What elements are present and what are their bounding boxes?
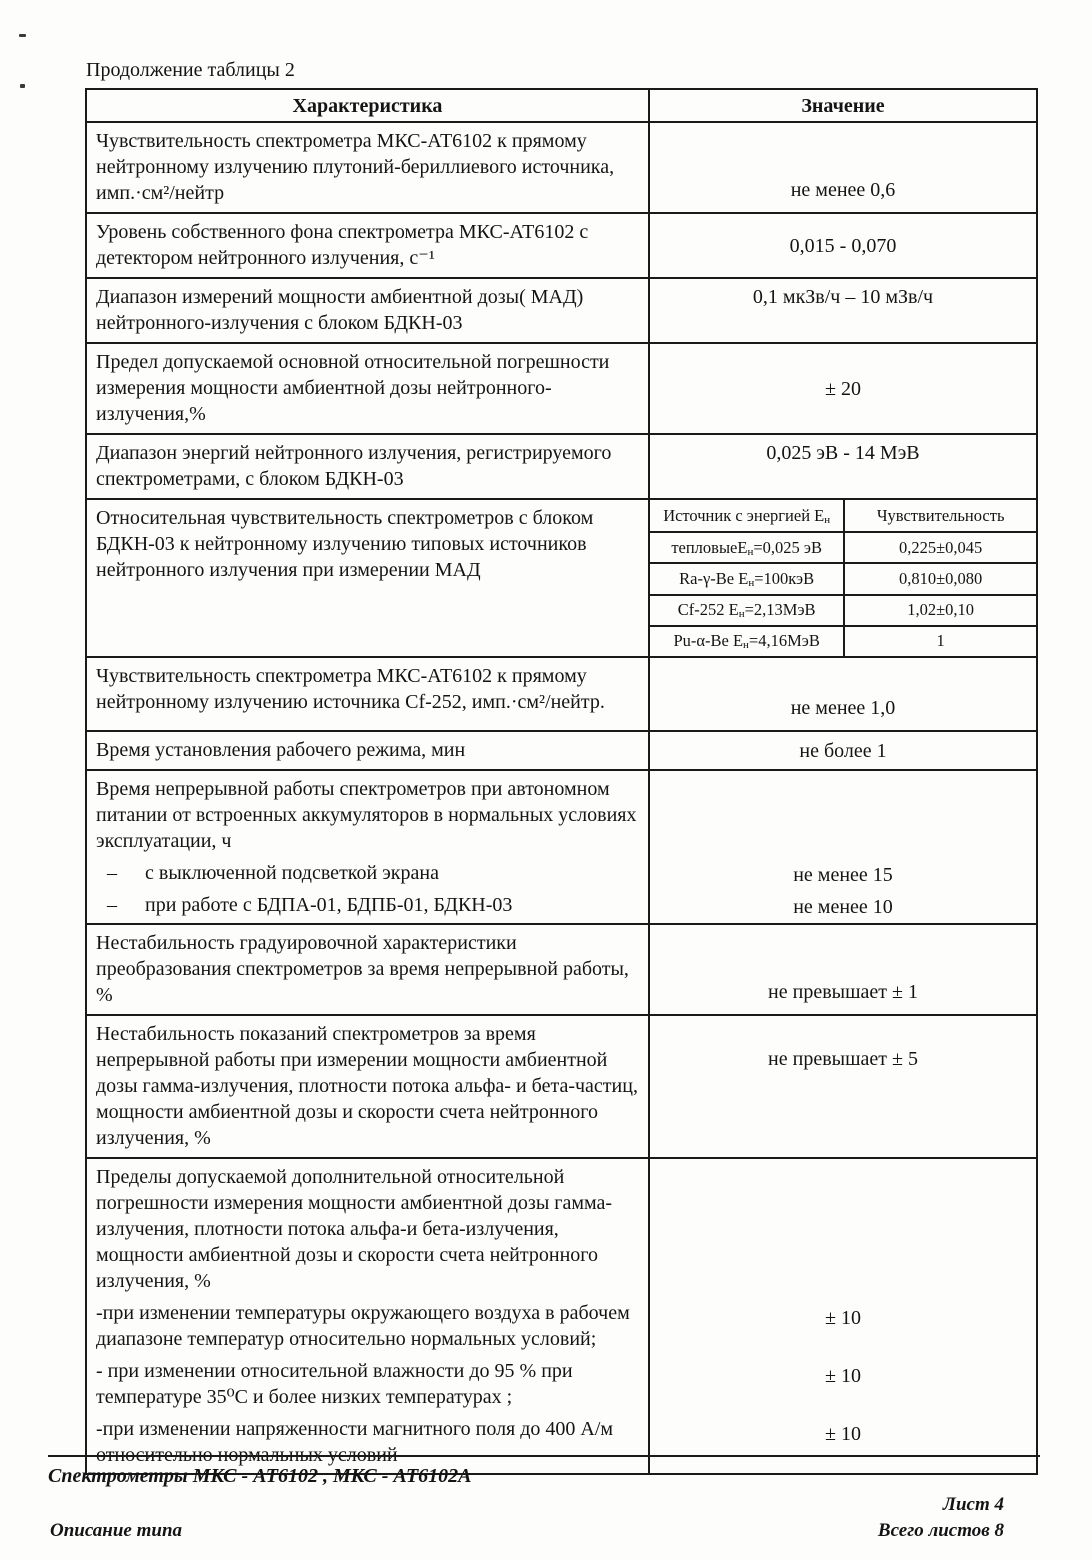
nested-source-pu-be	[650, 625, 845, 656]
table-row-relative-sensitivity	[87, 498, 1036, 656]
nested-value: 1,02±0,10	[845, 594, 1036, 625]
table-row-additional-error-limits	[87, 1157, 1036, 1473]
sub-item-text: при работе с БДПА-01, БДПБ-01, БДКН-03	[145, 894, 513, 916]
scan-artifact	[20, 84, 25, 88]
nested-header-source-text: Источник с энергией E	[663, 505, 825, 525]
value-text	[650, 732, 1036, 769]
value-text	[650, 435, 1036, 498]
nested-sensitivity-table	[650, 500, 1036, 656]
nested-value: 0,225±0,045	[845, 531, 1036, 562]
source-energy: =4,16МэВ	[748, 631, 820, 651]
value-text	[650, 891, 1036, 923]
nested-header-sensitivity: Чувствительность	[876, 505, 1005, 525]
source-label: Ra-γ-Be E	[679, 568, 749, 588]
characteristic-text: Чувствительность спектрометра МКС-АТ6102 к прямому нейтронному излучению плутоний-бериллиевого источника, имп.·см²/нейтр	[87, 123, 650, 212]
value-text: 0,015 - 0,070	[789, 234, 897, 257]
nested-source-ra-be	[650, 562, 845, 593]
dash-mark: –	[107, 894, 117, 916]
value-text	[650, 344, 1036, 433]
nested-header-source	[650, 500, 845, 531]
sub-item-magnetic-field: -при изменении напряженности магнитного поля до 400 А/м относительно нормальных условий	[87, 1415, 650, 1473]
value-text	[650, 123, 1036, 212]
column-header-characteristic: Характеристика	[87, 90, 650, 121]
value-text	[650, 214, 1036, 277]
characteristic-text: Время установления рабочего режима, мин	[87, 732, 650, 769]
column-header-value: Значение	[801, 94, 885, 117]
subscript-n: н	[738, 608, 745, 621]
value-text: не превышает ± 1	[768, 981, 918, 1003]
value-text: не менее 0,6	[790, 179, 896, 201]
dash-mark: –	[107, 862, 117, 884]
characteristic-text: Пределы допускаемой дополнительной относительной погрешности измерения мощности амбиентной дозы гамма-излучения, плотности потока альфа-и бета-излучения, мощности амбиентной дозы и скорости счета нейтронного излучения, %	[87, 1159, 650, 1299]
table-row-neutron-energy-range	[87, 433, 1036, 498]
value-text: ± 10	[825, 1423, 861, 1445]
source-energy: =100кэВ	[754, 568, 815, 588]
value-text: ± 20	[825, 377, 861, 400]
value-text: не превышает ± 5	[768, 1048, 918, 1070]
value-text: 0,1 мкЗв/ч – 10 мЗв/ч	[752, 286, 934, 308]
value-text	[650, 279, 1036, 342]
value-text: 0,025 эВ - 14 МэВ	[766, 442, 920, 464]
sub-item-backlight-off	[87, 859, 650, 891]
source-label: Cf-252 E	[677, 600, 739, 620]
source-label: Pu-α-Be E	[673, 631, 744, 651]
value-text	[650, 1016, 1036, 1157]
device-title: Спектрометры МКС - АТ6102 , МКС - АТ6102А	[48, 1465, 472, 1487]
nested-source-cf252	[650, 594, 845, 625]
value-spacer	[650, 771, 1036, 859]
value-text: ± 10	[825, 1365, 861, 1387]
characteristic-text: Уровень собственного фона спектрометра МКС-АТ6102 с детектором нейтронного излучения, с⁻¹	[87, 214, 650, 277]
sub-item-temperature: -при изменении температуры окружающего воздуха в рабочем диапазоне температур относительно нормальных условий;	[87, 1299, 650, 1357]
table-header-row	[87, 90, 1036, 121]
value-text: не менее 10	[793, 896, 893, 918]
subscript-n: н	[748, 576, 755, 589]
value-text: не более 1	[799, 739, 887, 762]
nested-value: 1	[845, 625, 1036, 656]
table-continuation-label: Продолжение таблицы 2	[86, 59, 295, 81]
scan-artifact	[19, 34, 26, 37]
characteristic-text: Диапазон энергий нейтронного излучения, регистрируемого спектрометрами, с блоком БДКН-03	[87, 435, 650, 498]
sheet-number: Лист 4	[942, 1494, 1004, 1515]
table-row-cf252-sensitivity	[87, 656, 1036, 730]
table-row-readings-instability	[87, 1014, 1036, 1157]
characteristics-table	[85, 88, 1038, 1475]
value-text: ± 10	[825, 1307, 861, 1329]
table-row-background-level	[87, 212, 1036, 277]
characteristic-text: Чувствительность спектрометра МКС-АТ6102 к прямому нейтронному излучению источника Cf-252, имп.·см²/нейтр.	[87, 658, 650, 730]
characteristic-text: Предел допускаемой основной относительной погрешности измерения мощности амбиентной дозы нейтронного-излучения,%	[87, 344, 650, 433]
source-label: тепловыеE	[671, 537, 748, 557]
sub-item-text: с выключенной подсветкой экрана	[145, 862, 439, 884]
table-row-warmup-time	[87, 730, 1036, 769]
nested-source-thermal	[650, 531, 845, 562]
sub-item-humidity: - при изменении относительной влажности до 95 % при температуре 35⁰С и более низких температурах ;	[87, 1357, 650, 1415]
source-energy: =0,025 эВ	[753, 537, 822, 557]
value-spacer	[650, 1159, 1036, 1299]
value-text: не менее 15	[793, 864, 893, 886]
characteristic-text: Относительная чувствительность спектрометров с блоком БДКН-03 к нейтронному излучению типовых источников нейтронного излучения при измерении МАД	[87, 500, 650, 656]
value-text	[650, 1299, 1036, 1357]
value-text: не менее 1,0	[790, 697, 896, 719]
table-row-basic-error-limit	[87, 342, 1036, 433]
source-energy: =2,13МэВ	[744, 600, 816, 620]
characteristic-text: Нестабильность показаний спектрометров за время непрерывной работы при измерении мощности амбиентной дозы гамма-излучения, плотности потока альфа- и бета-частиц, мощности амбиентной дозы и скорости счета нейтронного излучения, %	[87, 1016, 650, 1157]
value-text	[650, 925, 1036, 1014]
subscript-n: н	[824, 513, 831, 526]
characteristic-text: Время непрерывной работы спектрометров при автономном питании от встроенных аккумуляторов в нормальных условиях эксплуатации, ч	[87, 771, 650, 859]
nested-value: 0,810±0,080	[845, 562, 1036, 593]
total-sheets-label: Всего листов 8	[877, 1520, 1004, 1541]
doc-type-label: Описание типа	[50, 1520, 183, 1541]
table-row-continuous-operation	[87, 769, 1036, 923]
page-footer	[48, 1455, 1040, 1542]
characteristic-text: Нестабильность градуировочной характеристики преобразования спектрометров за время непрерывной работы, %	[87, 925, 650, 1014]
table-row-dose-rate-range	[87, 277, 1036, 342]
value-text	[650, 658, 1036, 730]
subscript-n: н	[743, 639, 749, 652]
value-text	[650, 859, 1036, 891]
value-text	[650, 1357, 1036, 1415]
table-row-pube-sensitivity	[87, 121, 1036, 212]
subscript-n: н	[747, 545, 754, 558]
sub-item-with-blocks	[87, 891, 650, 923]
table-row-calibration-instability	[87, 923, 1036, 1014]
characteristic-text: Диапазон измерений мощности амбиентной дозы( МАД) нейтронного-излучения с блоком БДКН-03	[87, 279, 650, 342]
